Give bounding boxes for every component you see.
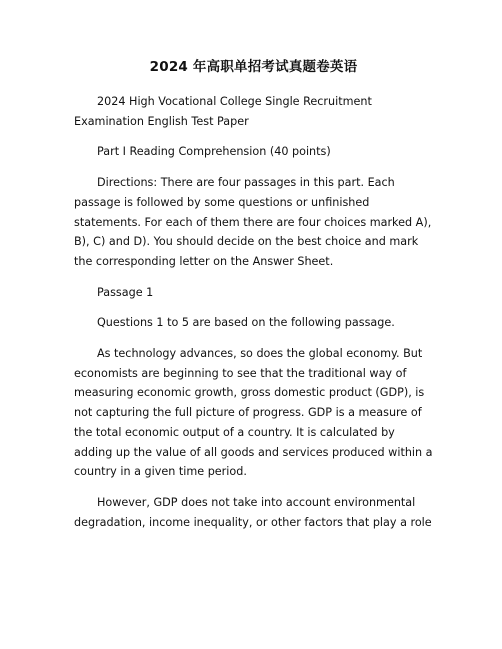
paragraph-directions: Directions: There are four passages in this part. Each passage is followed by some questions or unfinished statements. For each of them there are four choices marked A), B), C) and D). You should decide on the best choice and mark the corresponding letter on the Answer Sheet. xyxy=(74,176,432,268)
paragraph-part-heading: Part I Reading Comprehension (40 points) xyxy=(97,145,331,159)
paragraph-questions-intro: Questions 1 to 5 are based on the following passage. xyxy=(97,316,395,330)
paragraph-passage-label: Passage 1 xyxy=(97,285,154,299)
paragraph-passage-body-2: However, GDP does not take into account environmental degradation, income inequality, or other factors that play a role xyxy=(74,495,432,529)
document-title: 2024 年高职单招考试真题卷英语 xyxy=(149,59,358,75)
paragraph-passage-body-1: As technology advances, so does the global economy. But economists are beginning to see that the traditional way of measuring economic growth, gross domestic product (GDP), is not capturing the full picture of progress. GDP is a measure of the total economic output of a country. It is calculated by adding up the value of all goods and services produced within a country in a given time period. xyxy=(74,347,433,479)
paragraph-exam-name: 2024 High Vocational College Single Recruitment Examination English Test Paper xyxy=(74,95,372,128)
